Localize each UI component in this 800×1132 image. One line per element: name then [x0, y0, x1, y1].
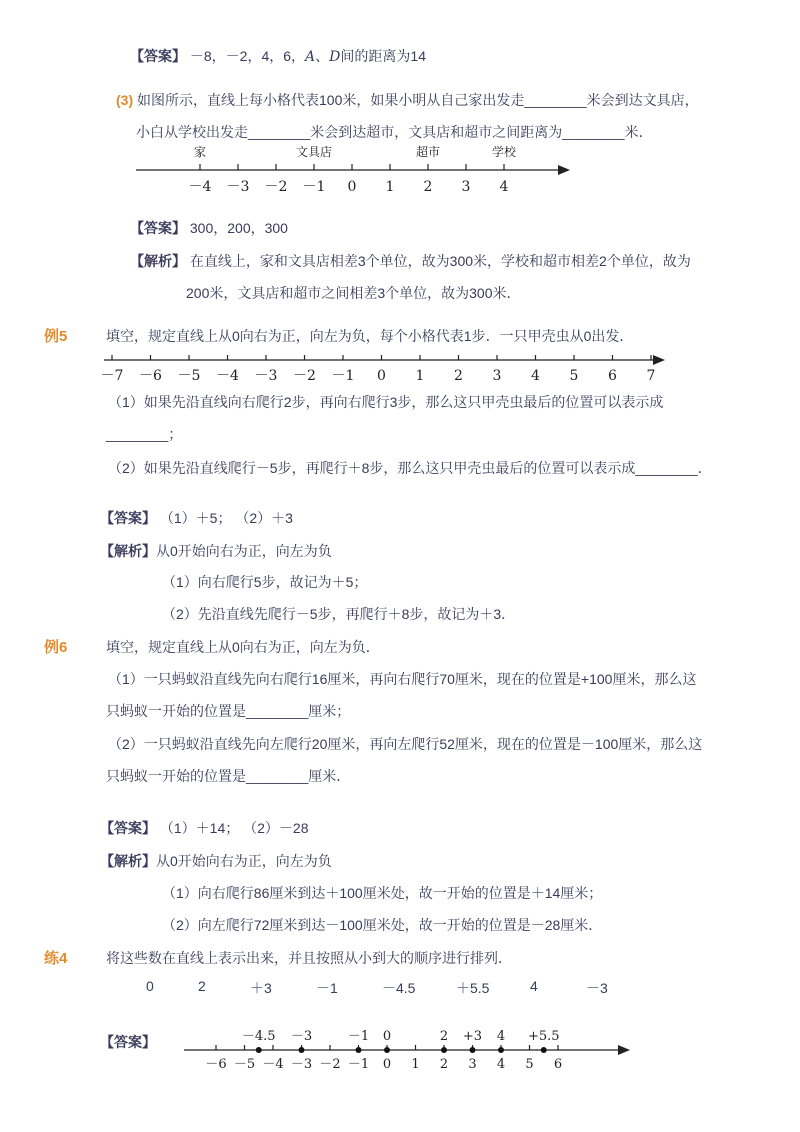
q3-place-label: 超市 — [415, 145, 441, 159]
number-item: ＋3 — [250, 980, 272, 996]
prac4-tick-label: 1 — [411, 1057, 420, 1072]
prac4-answer — [100, 1032, 156, 1052]
practice-4-label: 练4 — [44, 950, 68, 967]
q3-arrow — [558, 165, 570, 175]
prac4-point — [541, 1047, 547, 1053]
prac4-point-label: 4 — [496, 1029, 506, 1044]
ex5-tick-label: 5 — [569, 368, 579, 384]
ex5-arrow — [653, 355, 665, 365]
ex5-tick-label: 4 — [531, 368, 540, 384]
number-item: －4.5 — [382, 980, 416, 996]
prac4-point — [384, 1047, 390, 1053]
prac4-point-label: －3 — [290, 1029, 313, 1044]
q3-tick-label: 2 — [423, 179, 433, 195]
prac4-point — [256, 1047, 262, 1053]
answer-tag: 【答案】 — [130, 48, 186, 64]
ex5-tick-label: －4 — [216, 368, 239, 384]
ex5-tick-label: －2 — [293, 368, 316, 384]
q3-analysis-1 — [130, 251, 691, 271]
ex5-analysis-1: （1）向右爬行5步，故记为＋5； — [162, 574, 368, 590]
q3-number-line — [130, 140, 590, 200]
ex6-analysis-2: （2）向左爬行72厘米到达－100厘米处，故一开始的位置是－28厘米． — [162, 917, 603, 933]
ex5-q1-line1: （1）如果先沿直线向右爬行2步，再向右爬行3步，那么这只甲壳虫最后的位置可以表示成 — [108, 394, 664, 410]
ex5-analysis-2: （2）先沿直线先爬行－5步，再爬行＋8步，故记为＋3． — [162, 606, 516, 622]
q3-analysis-text-1: 在直线上，家和文具店相差3个单位，故为300米，学校和超市相差2个单位，故为 — [189, 253, 691, 269]
answer-tag: 【答案】 — [130, 220, 186, 236]
number-item: －1 — [316, 980, 338, 996]
ex5-tick-label: 2 — [454, 368, 463, 384]
prac4-intro: 将这些数在直线上表示出来，并且按照从小到大的顺序进行排列． — [106, 950, 512, 966]
ex6-q2-line1: （2）一只蚂蚁沿直线先向左爬行20厘米，再向左爬行52厘米，现在的位置是－100厘米，那么这 — [108, 736, 703, 752]
ex5-analysis-text-0: 从0开始向右为正，向左为负 — [156, 543, 332, 559]
ex6-answer — [100, 818, 309, 838]
prac4-number-list — [0, 978, 800, 1000]
prac4-tick-label: －2 — [319, 1057, 341, 1072]
prac4-tick-label: －1 — [347, 1057, 370, 1072]
answer-sep: 、 — [315, 48, 330, 64]
ex6-analysis-0 — [100, 851, 332, 871]
q3-answer — [130, 218, 288, 238]
ex5-tick-label: －6 — [139, 368, 162, 384]
analysis-tag: 【解析】 — [130, 253, 186, 269]
q3-tick-label: 3 — [461, 179, 471, 195]
ex6-q1-line1: （1）一只蚂蚁沿直线先向右爬行16厘米，再向右爬行70厘米，现在的位置是+100厘米，那么这 — [108, 671, 697, 687]
prac4-point-label: 0 — [382, 1029, 392, 1044]
prac4-tick-label: －6 — [205, 1057, 227, 1072]
answer-tag: 【答案】 — [100, 820, 156, 836]
analysis-tag: 【解析】 — [100, 853, 156, 869]
q3-place-label: 学校 — [491, 145, 517, 159]
prac4-tick-label: －4 — [262, 1057, 284, 1072]
q3-place-label: 家 — [193, 145, 207, 159]
prac4-point-label: +5.5 — [527, 1029, 560, 1044]
q3-text-1: 如图所示，直线上每小格代表100米，如果小明从自己家出发走________米会到达文具店， — [137, 92, 699, 108]
prac4-number-line — [180, 1016, 640, 1076]
example-5-label: 例5 — [44, 328, 68, 345]
q3-place-label: 文具店 — [295, 145, 333, 159]
analysis-tag: 【解析】 — [100, 543, 156, 559]
answer-text-post: 间的距离为14 — [340, 48, 426, 64]
q3-tick-label: 1 — [385, 179, 395, 195]
ex5-analysis-0 — [100, 541, 332, 561]
q3-answer-text: 300，200，300 — [189, 220, 288, 236]
ex6-intro: 填空，规定直线上从0向右为正，向左为负． — [106, 639, 380, 655]
ex6-analysis-1: （1）向右爬行86厘米到达＋100厘米处，故一开始的位置是＋14厘米； — [162, 885, 603, 901]
ex5-answer-text: （1）＋5； （2）＋3 — [159, 510, 293, 526]
ex5-tick-label: 7 — [646, 368, 656, 384]
prac4-tick-label: 5 — [525, 1057, 534, 1072]
number-item: －3 — [586, 980, 608, 996]
ex5-tick-label: 3 — [492, 368, 502, 384]
ex5-tick-label: 0 — [377, 368, 386, 384]
ex5-tick-label: －3 — [254, 368, 278, 384]
ex5-tick-label: －7 — [100, 368, 124, 384]
prac4-point-label: 2 — [439, 1029, 449, 1044]
prac4-tick-label: 0 — [382, 1057, 392, 1072]
ex5-number-line — [100, 346, 680, 390]
prac4-tick-label: －3 — [290, 1057, 313, 1072]
q3-tick-label: －4 — [188, 179, 212, 195]
prac4-tick-label: 3 — [468, 1057, 477, 1072]
prac4-tick-label: 6 — [553, 1057, 563, 1072]
ex5-tick-label: 6 — [608, 368, 617, 384]
point-a-label: A — [305, 49, 316, 65]
q3-line2: 小白从学校出发走________米会到达超市，文具店和超市之间距离为________米． — [136, 124, 653, 140]
prac4-point — [498, 1047, 504, 1053]
q3-tick-label: －2 — [264, 179, 288, 195]
ex5-intro: 填空，规定直线上从0向右为正，向左为负，每个小格代表1步．一只甲壳虫从0出发． — [106, 328, 634, 344]
example-6-label: 例6 — [44, 639, 68, 656]
ex6-answer-text: （1）＋14； （2）－28 — [159, 820, 309, 836]
prac4-tick-label: 4 — [496, 1057, 506, 1072]
prac4-point-label: －4.5 — [241, 1029, 276, 1044]
ex5-tick-label: －1 — [331, 368, 355, 384]
prac4-point-label: +3 — [462, 1029, 483, 1044]
answer-tag: 【答案】 — [100, 1034, 156, 1050]
number-item: ＋5.5 — [456, 980, 490, 996]
ex5-tick-label: 1 — [415, 368, 425, 384]
prac4-tick-label: －5 — [233, 1057, 256, 1072]
ex5-tick-label: －5 — [177, 368, 201, 384]
answer-tag: 【答案】 — [100, 510, 156, 526]
ex5-q1-line2: ________； — [106, 426, 183, 442]
ex5-answer — [100, 508, 293, 528]
number-item: 4 — [530, 978, 538, 994]
ex6-q1-line2: 只蚂蚁一开始的位置是________厘米； — [106, 703, 351, 719]
prac4-point — [356, 1047, 362, 1053]
number-item: 2 — [198, 978, 206, 994]
ex6-analysis-text-0: 从0开始向右为正，向左为负 — [156, 853, 332, 869]
answer-text-pre: －8，－2，4，6， — [189, 48, 306, 64]
q3-tick-label: －3 — [226, 179, 250, 195]
prac4-point — [470, 1047, 476, 1053]
q3-analysis-2: 200米，文具店和超市之间相差3个单位，故为300米． — [186, 285, 521, 301]
prac4-point — [441, 1047, 447, 1053]
prac4-tick-label: 2 — [439, 1057, 449, 1072]
q3-tick-label: －1 — [302, 179, 326, 195]
prac4-arrow — [618, 1045, 630, 1055]
q3-number: (3) — [116, 92, 134, 108]
prac4-point — [299, 1047, 305, 1053]
q3-line1 — [116, 90, 699, 110]
point-d-label: D — [329, 49, 341, 65]
q3-tick-label: 4 — [499, 179, 509, 195]
q3-tick-label: 0 — [347, 179, 357, 195]
top-answer — [130, 46, 426, 66]
prac4-point-label: －1 — [347, 1029, 370, 1044]
ex5-q2: （2）如果先沿直线爬行－5步，再爬行＋8步，那么这只甲壳虫最后的位置可以表示成________． — [108, 460, 712, 476]
ex6-q2-line2: 只蚂蚁一开始的位置是________厘米． — [106, 768, 351, 784]
number-item: 0 — [146, 978, 154, 994]
